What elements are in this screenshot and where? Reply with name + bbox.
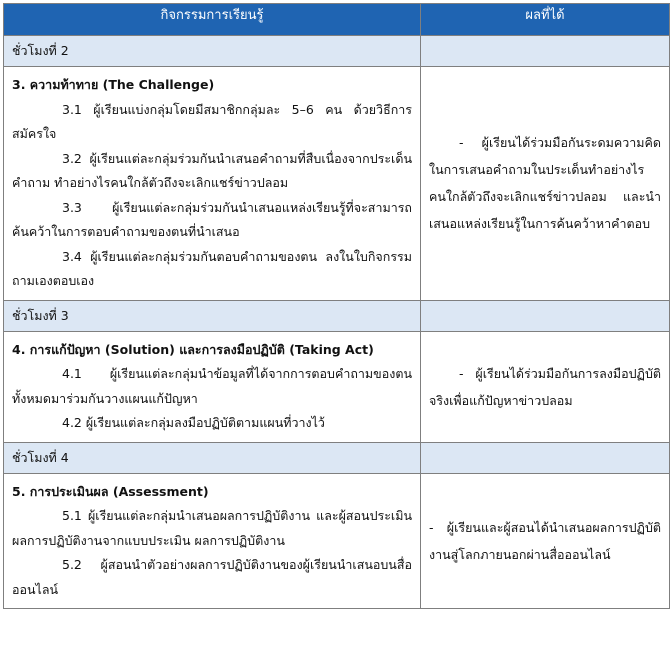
table-header-row [4, 4, 670, 36]
activity-item: 3.2 ผู้เรียนแต่ละกลุ่มร่วมกันนำเสนอคำถามที่สืบเนื่องจากประเด็นคำถาม ทำอย่างไรคนใกล้ตัวถึงจะเลิกแชร์ข่าวปลอม [12, 150, 412, 190]
activity-row [4, 473, 670, 609]
result-column-header: ผลที่ได้ [421, 4, 670, 36]
hour-row [4, 300, 670, 331]
hour-label: ชั่วโมงที่ 3 [12, 307, 69, 323]
section-heading: 3. ความท้าทาย (The Challenge) [12, 77, 215, 92]
activity-cell [4, 474, 420, 609]
result-text: - ผู้เรียนและผู้สอนได้นำเสนอผลการปฏิบัติงานสู่โลกภายนอกผ่านสื่อออนไลน์ [429, 519, 661, 562]
hour-label: ชั่วโมงที่ 2 [12, 43, 69, 58]
activity-item: 3.4 ผู้เรียนแต่ละกลุ่มร่วมกันตอบคำถามของตน ลงในใบกิจกรรม ถามเองตอบเอง [12, 248, 412, 288]
activity-item: 3.1 ผู้เรียนแบ่งกลุ่มโดยมีสมาชิกกลุ่มละ 5–6 คน ด้วยวิธีการสมัครใจ [12, 101, 412, 141]
hour-label: ชั่วโมงที่ 4 [12, 449, 69, 465]
activity-plan-table [3, 3, 670, 609]
activity-item: 5.2 ผู้สอนนำตัวอย่างผลการปฏิบัติงานของผู้เรียนนำเสนอบนสื่อออนไลน์ [12, 557, 412, 597]
activity-row [4, 67, 670, 301]
hour-row [4, 36, 670, 67]
hour-row [4, 442, 670, 473]
activity-item: 5.1 ผู้เรียนแต่ละกลุ่มนำเสนอผลการปฏิบัติงาน และผู้สอนประเมินผลการปฏิบัติงานจากแบบประเมิน ผลการปฏิบัติงาน [12, 508, 412, 548]
activity-item: 4.2 ผู้เรียนแต่ละกลุ่มลงมือปฏิบัติตามแผนที่วางไว้ [62, 415, 325, 430]
activity-column-header: กิจกรรมการเรียนรู้ [4, 4, 421, 36]
result-text: - ผู้เรียนได้ร่วมมือกันการลงมือปฏิบัติจริงเพื่อแก้ปัญหาข่าวปลอม [429, 365, 661, 408]
result-text: - ผู้เรียนได้ร่วมมือกันระดมความคิดในการเสนอคำถามในประเด็นทำอย่างไรคนใกล้ตัวถึงจะเลิกแชร์ข่าวปลอม และนำเสนอแหล่งเรียนรู้ในการค้นคว้าหาคำตอบ [429, 135, 661, 232]
section-heading: 4. การแก้ปัญหา (Solution) และการลงมือปฏิบัติ (Taking Act) [12, 341, 374, 357]
activity-row [4, 331, 670, 442]
activity-cell [4, 332, 420, 442]
section-heading: 5. การประเมินผล (Assessment) [12, 483, 209, 499]
activity-cell [4, 67, 420, 300]
activity-item: 4.1 ผู้เรียนแต่ละกลุ่มนำข้อมูลที่ได้จากการตอบคำถามของตนทั้งหมดมาร่วมกันวางแผนแก้ปัญหา [12, 366, 412, 406]
activity-item: 3.3 ผู้เรียนแต่ละกลุ่มร่วมกันนำเสนอแหล่งเรียนรู้ที่จะสามารถค้นคว้าในการตอบคำถามของตนที่นำเสนอ [12, 199, 412, 239]
